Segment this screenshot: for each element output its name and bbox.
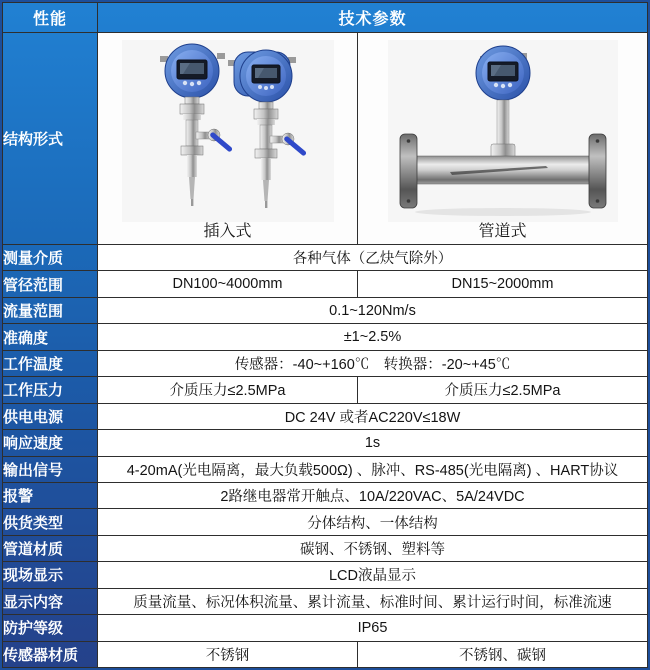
table-row xyxy=(3,509,648,535)
row-value: ±1~2.5% xyxy=(98,324,648,350)
row-label: 流量范围 xyxy=(3,297,98,323)
table-row xyxy=(3,324,648,350)
row-value: 1s xyxy=(98,430,648,456)
table-row xyxy=(3,377,648,403)
row-label: 输出信号 xyxy=(3,456,98,482)
row-value: DC 24V 或者AC220V≤18W xyxy=(98,403,648,429)
row-label-structure: 结构形式 xyxy=(3,33,98,245)
insertion-type-cell xyxy=(98,33,358,245)
row-value: 传感器：-40~+160℃ 转换器：-20~+45℃ xyxy=(98,350,648,376)
table-row xyxy=(3,588,648,614)
header-performance: 性能 xyxy=(3,3,98,33)
row-label: 工作温度 xyxy=(3,350,98,376)
row-label: 测量介质 xyxy=(3,245,98,271)
table-row xyxy=(3,456,648,482)
row-label: 显示内容 xyxy=(3,588,98,614)
row-value: 4-20mA(光电隔离，最大负载500Ω) 、脉冲、RS-485(光电隔离) 、HART协议 xyxy=(98,456,648,482)
row-label: 管道材质 xyxy=(3,535,98,561)
row-value-insertion: 介质压力≤2.5MPa xyxy=(98,377,358,403)
table-row xyxy=(3,403,648,429)
table-row xyxy=(3,350,648,376)
table-row xyxy=(3,562,648,588)
pipeline-type-caption: 管道式 xyxy=(478,223,527,241)
table-row xyxy=(3,430,648,456)
row-value: 各种气体（乙炔气除外） xyxy=(98,245,648,271)
table-row xyxy=(3,482,648,508)
table-row xyxy=(3,245,648,271)
row-label: 响应速度 xyxy=(3,430,98,456)
row-value: LCD液晶显示 xyxy=(98,562,648,588)
row-value: 2路继电器常开触点、10A/220VAC、5A/24VDC xyxy=(98,482,648,508)
table-row xyxy=(3,641,648,667)
row-label: 现场显示 xyxy=(3,562,98,588)
table-row xyxy=(3,271,648,297)
row-label: 准确度 xyxy=(3,324,98,350)
row-label: 供电电源 xyxy=(3,403,98,429)
row-label: 供货类型 xyxy=(3,509,98,535)
row-value: 碳钢、不锈钢、塑料等 xyxy=(98,535,648,561)
table-row xyxy=(3,615,648,641)
row-value: IP65 xyxy=(98,615,648,641)
row-value-insertion: DN100~4000mm xyxy=(98,271,358,297)
header-technical-parameters: 技术参数 xyxy=(98,3,648,33)
row-value: 质量流量、标况体积流量、累计流量、标准时间、累计运行时间，标准流速 xyxy=(98,588,648,614)
technical-parameters-table xyxy=(2,2,648,668)
row-label: 报警 xyxy=(3,482,98,508)
row-value-insertion: 不锈钢 xyxy=(98,641,358,667)
table-row xyxy=(3,297,648,323)
row-value: 0.1~120Nm/s xyxy=(98,297,648,323)
row-label: 工作压力 xyxy=(3,377,98,403)
row-value-pipeline: DN15~2000mm xyxy=(358,271,648,297)
insertion-type-caption: 插入式 xyxy=(203,223,252,241)
pipeline-type-cell xyxy=(358,33,648,245)
structure-row xyxy=(3,33,648,245)
pipeline-type-product-image xyxy=(388,40,618,222)
row-label: 管径范围 xyxy=(3,271,98,297)
row-value-pipeline: 不锈钢、碳钢 xyxy=(358,641,648,667)
insertion-type-product-image xyxy=(122,40,334,222)
header-row xyxy=(3,3,648,33)
row-label: 传感器材质 xyxy=(3,641,98,667)
row-label: 防护等级 xyxy=(3,615,98,641)
table-row xyxy=(3,535,648,561)
row-value: 分体结构、一体结构 xyxy=(98,509,648,535)
row-value-pipeline: 介质压力≤2.5MPa xyxy=(358,377,648,403)
